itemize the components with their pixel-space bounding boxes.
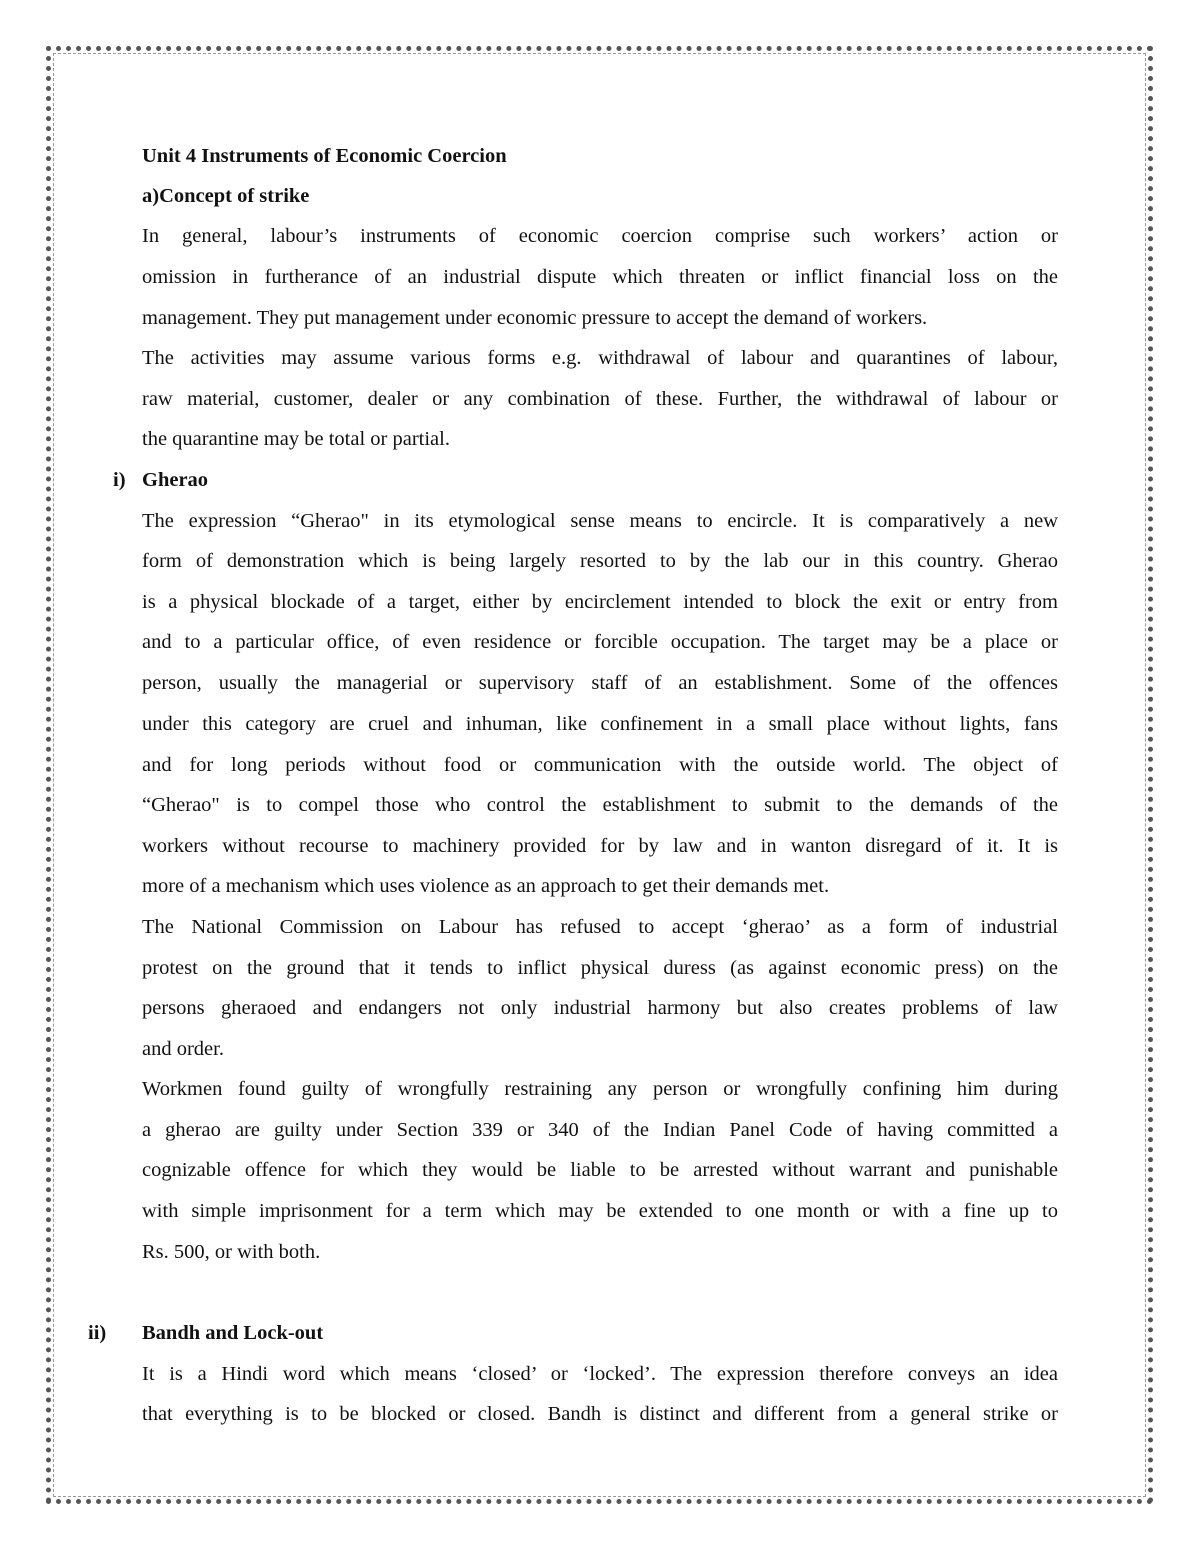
paragraph-line: that everything is to be blocked or closed. Bandh is distinct and different from a general strike or: [142, 1403, 1058, 1425]
paragraph-line: The expression “Gherao" in its etymological sense means to encircle. It is comparatively a new: [142, 510, 1058, 532]
paragraph-line: “Gherao" is to compel those who control the establishment to submit to the demands of the: [142, 794, 1058, 816]
paragraph-line: and to a particular office, of even residence or forcible occupation. The target may be a place or: [142, 631, 1058, 653]
paragraph-line: omission in furtherance of an industrial dispute which threaten or inflict financial loss on the: [142, 266, 1058, 288]
paragraph-line: persons gheraoed and endangers not only industrial harmony but also creates problems of law: [142, 997, 1058, 1019]
paragraph-line: It is a Hindi word which means ‘closed’ or ‘locked’. The expression therefore conveys an idea: [142, 1363, 1058, 1385]
page-title: Unit 4 Instruments of Economic Coercion: [142, 145, 507, 167]
paragraph-line: a gherao are guilty under Section 339 or 340 of the Indian Panel Code of having committed a: [142, 1119, 1058, 1141]
paragraph-line: The activities may assume various forms e.g. withdrawal of labour and quarantines of labour,: [142, 347, 1058, 369]
paragraph-line: Rs. 500, or with both.: [142, 1241, 321, 1263]
section-heading-gherao: Gherao: [142, 469, 209, 491]
paragraph-line: In general, labour’s instruments of economic coercion comprise such workers’ action or: [142, 225, 1058, 247]
paragraph-line: is a physical blockade of a target, either by encirclement intended to block the exit or entry from: [142, 591, 1058, 613]
paragraph-line: the quarantine may be total or partial.: [142, 428, 450, 450]
paragraph-line: The National Commission on Labour has refused to accept ‘gherao’ as a form of industrial: [142, 916, 1058, 938]
paragraph-line: raw material, customer, dealer or any combination of these. Further, the withdrawal of labour or: [142, 388, 1058, 410]
paragraph-line: and order.: [142, 1038, 224, 1060]
paragraph-line: cognizable offence for which they would be liable to be arrested without warrant and punishable: [142, 1159, 1058, 1181]
paragraph-line: with simple imprisonment for a term which may be extended to one month or with a fine up to: [142, 1200, 1058, 1222]
section-heading-concept-of-strike: a)Concept of strike: [142, 185, 310, 207]
paragraph-line: under this category are cruel and inhuman, like confinement in a small place without lights, fans: [142, 713, 1058, 735]
paragraph-line: management. They put management under economic pressure to accept the demand of workers.: [142, 307, 928, 329]
paragraph-line: and for long periods without food or communication with the outside world. The object of: [142, 754, 1058, 776]
list-marker-ii: ii): [88, 1322, 107, 1344]
paragraph-line: form of demonstration which is being largely resorted to by the lab our in this country. Gherao: [142, 550, 1058, 572]
paragraph-line: Workmen found guilty of wrongfully restraining any person or wrongfully confining him during: [142, 1078, 1058, 1100]
paragraph-line: protest on the ground that it tends to inflict physical duress (as against economic press) on the: [142, 957, 1058, 979]
list-marker-i: i): [113, 469, 126, 491]
section-heading-bandh: Bandh and Lock-out: [142, 1322, 324, 1344]
paragraph-line: more of a mechanism which uses violence as an approach to get their demands met.: [142, 875, 830, 897]
paragraph-line: person, usually the managerial or supervisory staff of an establishment. Some of the offences: [142, 672, 1058, 694]
paragraph-line: workers without recourse to machinery provided for by law and in wanton disregard of it. It is: [142, 835, 1058, 857]
